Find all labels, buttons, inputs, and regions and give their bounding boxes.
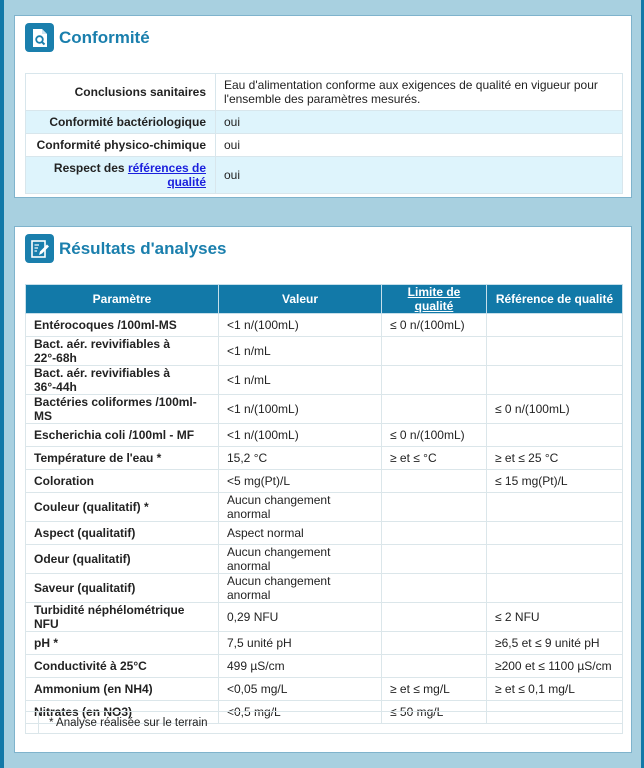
valeur-cell: <1 n/(100mL) (219, 395, 382, 424)
reference-cell: ≥6,5 et ≤ 9 unité pH (487, 632, 623, 655)
param-cell: Turbidité néphélométrique NFU (26, 603, 219, 632)
resultats-panel (14, 226, 632, 753)
resultats-body (26, 314, 623, 724)
reference-cell: ≥ et ≤ 0,1 mg/L (487, 678, 623, 701)
footnote-gutter (26, 712, 39, 733)
limite-cell (382, 366, 487, 395)
reference-cell (487, 366, 623, 395)
column-header-valeur: Valeur (219, 285, 382, 314)
limite-cell (382, 470, 487, 493)
reference-cell: ≤ 15 mg(Pt)/L (487, 470, 623, 493)
param-cell: Nitrates (en NO3) (26, 701, 219, 724)
references-qualite-link[interactable]: références de qualité (127, 161, 206, 189)
param-cell: Escherichia coli /100ml - MF (26, 424, 219, 447)
reference-cell: ≥200 et ≤ 1100 µS/cm (487, 655, 623, 678)
table-row (26, 545, 623, 574)
valeur-cell: <5 mg(Pt)/L (219, 470, 382, 493)
valeur-cell: <1 n/(100mL) (219, 314, 382, 337)
table-row (26, 314, 623, 337)
param-cell: Bact. aér. revivifiables à 36°-44h (26, 366, 219, 395)
column-header-reference: Référence de qualité (487, 285, 623, 314)
table-row (26, 678, 623, 701)
valeur-cell: Aucun changement anormal (219, 574, 382, 603)
conformite-row (26, 157, 623, 194)
conformite-row (26, 74, 623, 111)
table-row (26, 366, 623, 395)
conformite-label: Conclusions sanitaires (26, 74, 216, 111)
footnote-box (25, 711, 623, 734)
conformite-table (25, 73, 623, 194)
limite-qualite-link[interactable]: Limite de qualité (407, 285, 461, 313)
table-row (26, 603, 623, 632)
reference-cell: ≤ 2 NFU (487, 603, 623, 632)
table-row (26, 632, 623, 655)
limite-cell (382, 493, 487, 522)
table-header-row (26, 285, 623, 314)
param-cell: Ammonium (en NH4) (26, 678, 219, 701)
param-cell: Aspect (qualitatif) (26, 522, 219, 545)
limite-cell (382, 395, 487, 424)
reference-cell (487, 314, 623, 337)
valeur-cell: 499 µS/cm (219, 655, 382, 678)
param-cell: Bactéries coliformes /100ml-MS (26, 395, 219, 424)
reference-cell: ≤ 0 n/(100mL) (487, 395, 623, 424)
conformite-label: Conformité physico-chimique (26, 134, 216, 157)
reference-cell (487, 337, 623, 366)
page-left-border (0, 0, 4, 768)
limite-cell: ≥ et ≤ °C (382, 447, 487, 470)
limite-cell: ≤ 50 mg/L (382, 701, 487, 724)
table-row (26, 337, 623, 366)
conformite-value: oui (216, 111, 623, 134)
valeur-cell: <1 n/mL (219, 337, 382, 366)
limite-cell (382, 337, 487, 366)
valeur-cell: Aucun changement anormal (219, 545, 382, 574)
conformite-row (26, 111, 623, 134)
limite-cell (382, 603, 487, 632)
reference-cell (487, 424, 623, 447)
param-cell: Conductivité à 25°C (26, 655, 219, 678)
table-row (26, 395, 623, 424)
param-cell: Bact. aér. revivifiables à 22°-68h (26, 337, 219, 366)
conformite-value: Eau d'alimentation conforme aux exigences de qualité en vigueur pour l'ensemble des paramètres mesurés. (216, 74, 623, 111)
conformite-panel (14, 15, 632, 198)
valeur-cell: Aspect normal (219, 522, 382, 545)
valeur-cell: 7,5 unité pH (219, 632, 382, 655)
valeur-cell: 0,29 NFU (219, 603, 382, 632)
param-cell: Entérocoques /100ml-MS (26, 314, 219, 337)
table-row (26, 447, 623, 470)
reference-cell (487, 545, 623, 574)
table-row (26, 574, 623, 603)
notepad-pencil-icon (25, 234, 54, 263)
param-cell: Température de l'eau * (26, 447, 219, 470)
limite-cell (382, 574, 487, 603)
reference-cell: ≥ et ≤ 25 °C (487, 447, 623, 470)
valeur-cell: <0,5 mg/L (219, 701, 382, 724)
conformite-title: Conformité (59, 27, 150, 47)
limite-cell: ≥ et ≤ mg/L (382, 678, 487, 701)
param-cell: Odeur (qualitatif) (26, 545, 219, 574)
param-cell: pH * (26, 632, 219, 655)
label-prefix: Respect des (53, 161, 128, 175)
table-row (26, 493, 623, 522)
valeur-cell: 15,2 °C (219, 447, 382, 470)
conformite-value: oui (216, 157, 623, 194)
valeur-cell: <1 n/mL (219, 366, 382, 395)
conformite-label: Conformité bactériologique (26, 111, 216, 134)
table-row (26, 522, 623, 545)
param-cell: Couleur (qualitatif) * (26, 493, 219, 522)
column-header-limite (382, 285, 487, 314)
conformite-label (26, 157, 216, 194)
table-row (26, 424, 623, 447)
reference-cell (487, 522, 623, 545)
limite-cell (382, 545, 487, 574)
valeur-cell: Aucun changement anormal (219, 493, 382, 522)
resultats-header (25, 234, 227, 263)
conformite-header (25, 23, 150, 52)
footnote-text: * Analyse réalisée sur le terrain (49, 716, 208, 729)
reference-cell (487, 574, 623, 603)
conformite-value: oui (216, 134, 623, 157)
reference-cell (487, 493, 623, 522)
table-row (26, 655, 623, 678)
conformite-row (26, 134, 623, 157)
table-row (26, 470, 623, 493)
resultats-table (25, 284, 623, 724)
column-header-parametre: Paramètre (26, 285, 219, 314)
param-cell: Saveur (qualitatif) (26, 574, 219, 603)
param-cell: Coloration (26, 470, 219, 493)
valeur-cell: <1 n/(100mL) (219, 424, 382, 447)
valeur-cell: <0,05 mg/L (219, 678, 382, 701)
limite-cell (382, 655, 487, 678)
limite-cell (382, 522, 487, 545)
limite-cell: ≤ 0 n/(100mL) (382, 424, 487, 447)
resultats-title: Résultats d'analyses (59, 238, 227, 258)
limite-cell: ≤ 0 n/(100mL) (382, 314, 487, 337)
document-search-icon (25, 23, 54, 52)
limite-cell (382, 632, 487, 655)
